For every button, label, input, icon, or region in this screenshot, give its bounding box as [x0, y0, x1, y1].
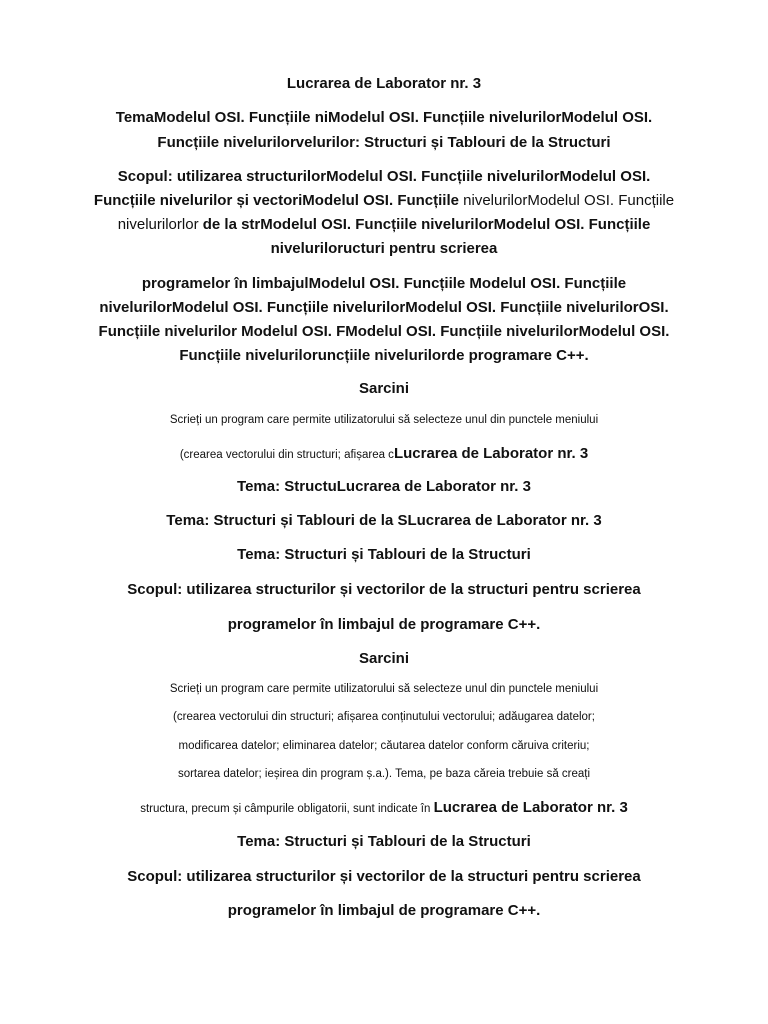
task-text-line-6: sortarea datelor; ieșirea din program ș.a.). Tema, pe baza căreia trebuie să creați — [177, 768, 591, 780]
purpose-line-7: Funcțiile nivelurilor Modelul OSI. FModelul OSI. Funcțiile nivelurilorModelul OSI. — [98, 323, 670, 340]
tasks-heading: Sarcini — [358, 380, 410, 397]
task-text-line-5: modificarea datelor; eliminarea datelor; căutarea datelor conform căruiva criteriu; — [178, 740, 590, 752]
purpose-line-3: nivelurilorlor de la strModelul OSI. Funcțiile nivelurilorModelul OSI. Funcțiile — [117, 216, 651, 233]
topic-line-4: Tema: Structuri și Tablouri de la SLucrarea de Laborator nr. 3 — [166, 512, 602, 529]
purpose-line-10: programelor în limbajul de programare C++. — [227, 616, 541, 633]
topic-line-3: Tema: StructuLucrarea de Laborator nr. 3 — [237, 478, 531, 495]
purpose-line-9: Scopul: utilizarea structurilor și vectorilor de la structuri pentru scrierea — [127, 581, 641, 598]
task-text-line-2: (crearea vectorului din structuri; afișarea cLucrarea de Laborator nr. 3 — [179, 445, 589, 462]
purpose-line-8: Funcțiile niveluriloruncțiile nivelurilorde programare C++. — [179, 347, 589, 364]
topic-line-1: TemaModelul OSI. Funcțiile niModelul OSI. Funcțiile nivelurilorModelul OSI. — [115, 109, 653, 126]
purpose-line-2: Funcțiile nivelurilor și vectoriModelul OSI. Funcțiile nivelurilorModelul OSI. Funcțiile — [93, 192, 675, 209]
task-text-line-1: Scrieți un program care permite utilizatorului să selecteze unul din punctele meniului — [169, 414, 599, 426]
topic-line-5: Tema: Structuri și Tablouri de la Structuri — [237, 546, 531, 563]
task-text-line-4: (crearea vectorului din structuri; afișarea conținutului vectorului; adăugarea datelor; — [173, 711, 595, 723]
purpose-line-5: programelor în limbajulModelul OSI. Funcțiile Modelul OSI. Funcțiile — [141, 275, 627, 292]
purpose-line-12: programelor în limbajul de programare C++. — [227, 902, 541, 919]
task-text-line-3: Scrieți un program care permite utilizatorului să selecteze unul din punctele meniului — [169, 683, 599, 695]
tasks-heading-2: Sarcini — [358, 650, 410, 667]
purpose-line-4: niveluriloructuri pentru scrierea — [270, 240, 498, 257]
purpose-line-1: Scopul: utilizarea structurilorModelul OSI. Funcțiile nivelurilorModelul OSI. — [117, 168, 651, 185]
document-title: Lucrarea de Laborator nr. 3 — [286, 75, 482, 92]
purpose-line-11: Scopul: utilizarea structurilor și vectorilor de la structuri pentru scrierea — [127, 868, 641, 885]
task-text-line-7: structura, precum și câmpurile obligatorii, sunt indicate în Lucrarea de Laborator nr. 3 — [140, 799, 628, 816]
topic-line-6: Tema: Structuri și Tablouri de la Structuri — [237, 833, 531, 850]
purpose-line-6: nivelurilorModelul OSI. Funcțiile nivelurilorModelul OSI. Funcțiile nivelurilorOSI. — [99, 299, 669, 316]
topic-line-2: Funcțiile nivelurilorvelurilor: Structuri și Tablouri de la Structuri — [157, 134, 611, 151]
